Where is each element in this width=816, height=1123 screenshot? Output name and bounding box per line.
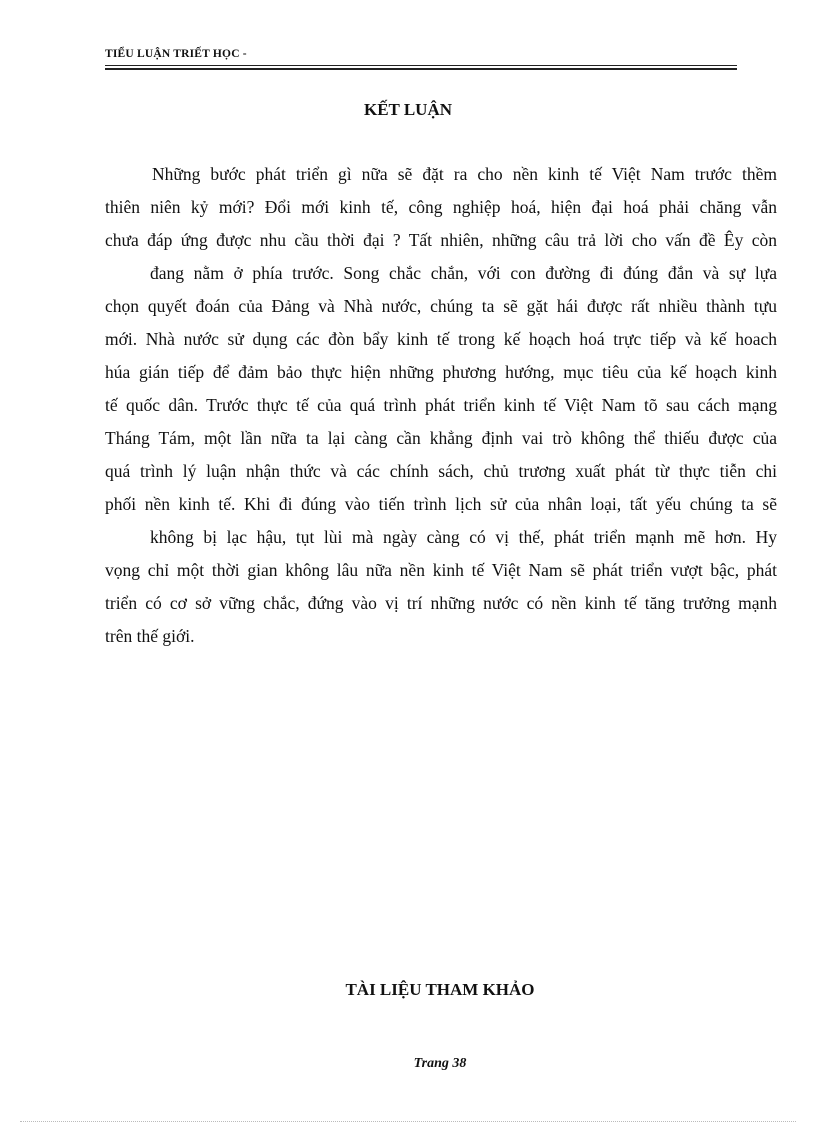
paragraph-line: mới. Nhà nước sử dụng các đòn bẩy kinh tế trong kế hoạch hoá trực tiếp và kế hoach: [105, 329, 777, 349]
running-header: TIỂU LUẬN TRIẾT HỌC -: [105, 48, 247, 60]
conclusion-paragraph: [105, 158, 777, 653]
paragraph-line: Tháng Tám, một lần nữa ta lại càng cần khẳng định vai trò không thể thiếu được của: [105, 428, 777, 448]
header-rule-thin: [105, 65, 737, 66]
header-rule-thick: [105, 68, 737, 70]
paragraph-line: tế quốc dân. Trước thực tế của quá trình phát triển kinh tế Việt Nam tõ sau cách mạng: [105, 395, 777, 415]
paragraph-line: đang nằm ở phía trước. Song chắc chắn, với con đường đi đúng đắn và sự lựa: [150, 263, 777, 283]
paragraph-line: vọng chỉ một thời gian không lâu nữa nền kinh tế Việt Nam sẽ phát triển vượt bậc, phát: [105, 560, 777, 580]
paragraph-line: Những bước phát triển gì nữa sẽ đặt ra cho nền kinh tế Việt Nam trước thềm: [152, 164, 777, 184]
paragraph-line: chưa đáp ứng được nhu cầu thời đại ? Tất nhiên, những câu trả lời cho vấn đề Êy còn: [105, 230, 777, 250]
section-title: KẾT LUẬN: [363, 100, 452, 119]
page-bottom-divider: [20, 1121, 796, 1122]
paragraph-line: thiên niên kỷ mới? Đổi mới kinh tế, công nghiệp hoá, hiện đại hoá phải chăng vẫn: [105, 197, 777, 217]
paragraph-line: không bị lạc hậu, tụt lùi mà ngày càng có vị thế, phát triển mạnh mẽ hơn. Hy: [150, 527, 777, 547]
paragraph-line: phối nền kinh tế. Khi đi đúng vào tiến trình lịch sử của nhân loại, tất yếu chúng ta sẽ: [105, 494, 777, 514]
references-heading: TÀI LIỆU THAM KHẢO: [345, 980, 535, 999]
paragraph-line: triển có cơ sở vững chắc, đứng vào vị trí những nước có nền kinh tế tăng trưởng mạnh: [105, 593, 777, 613]
paragraph-line: chọn quyết đoán của Đảng và Nhà nước, chúng ta sẽ gặt hái được rất nhiều thành tựu: [105, 296, 777, 316]
paragraph-line: trên thế giới.: [105, 626, 195, 646]
paragraph-line: quá trình lý luận nhận thức và các chính sách, chủ trương xuất phát từ thực tiễn chi: [105, 461, 777, 481]
page-number: Trang 38: [413, 1056, 467, 1071]
paragraph-line: húa gián tiếp để đảm bảo thực hiện những phương hướng, mục tiêu của kế hoạch kinh: [105, 362, 777, 382]
